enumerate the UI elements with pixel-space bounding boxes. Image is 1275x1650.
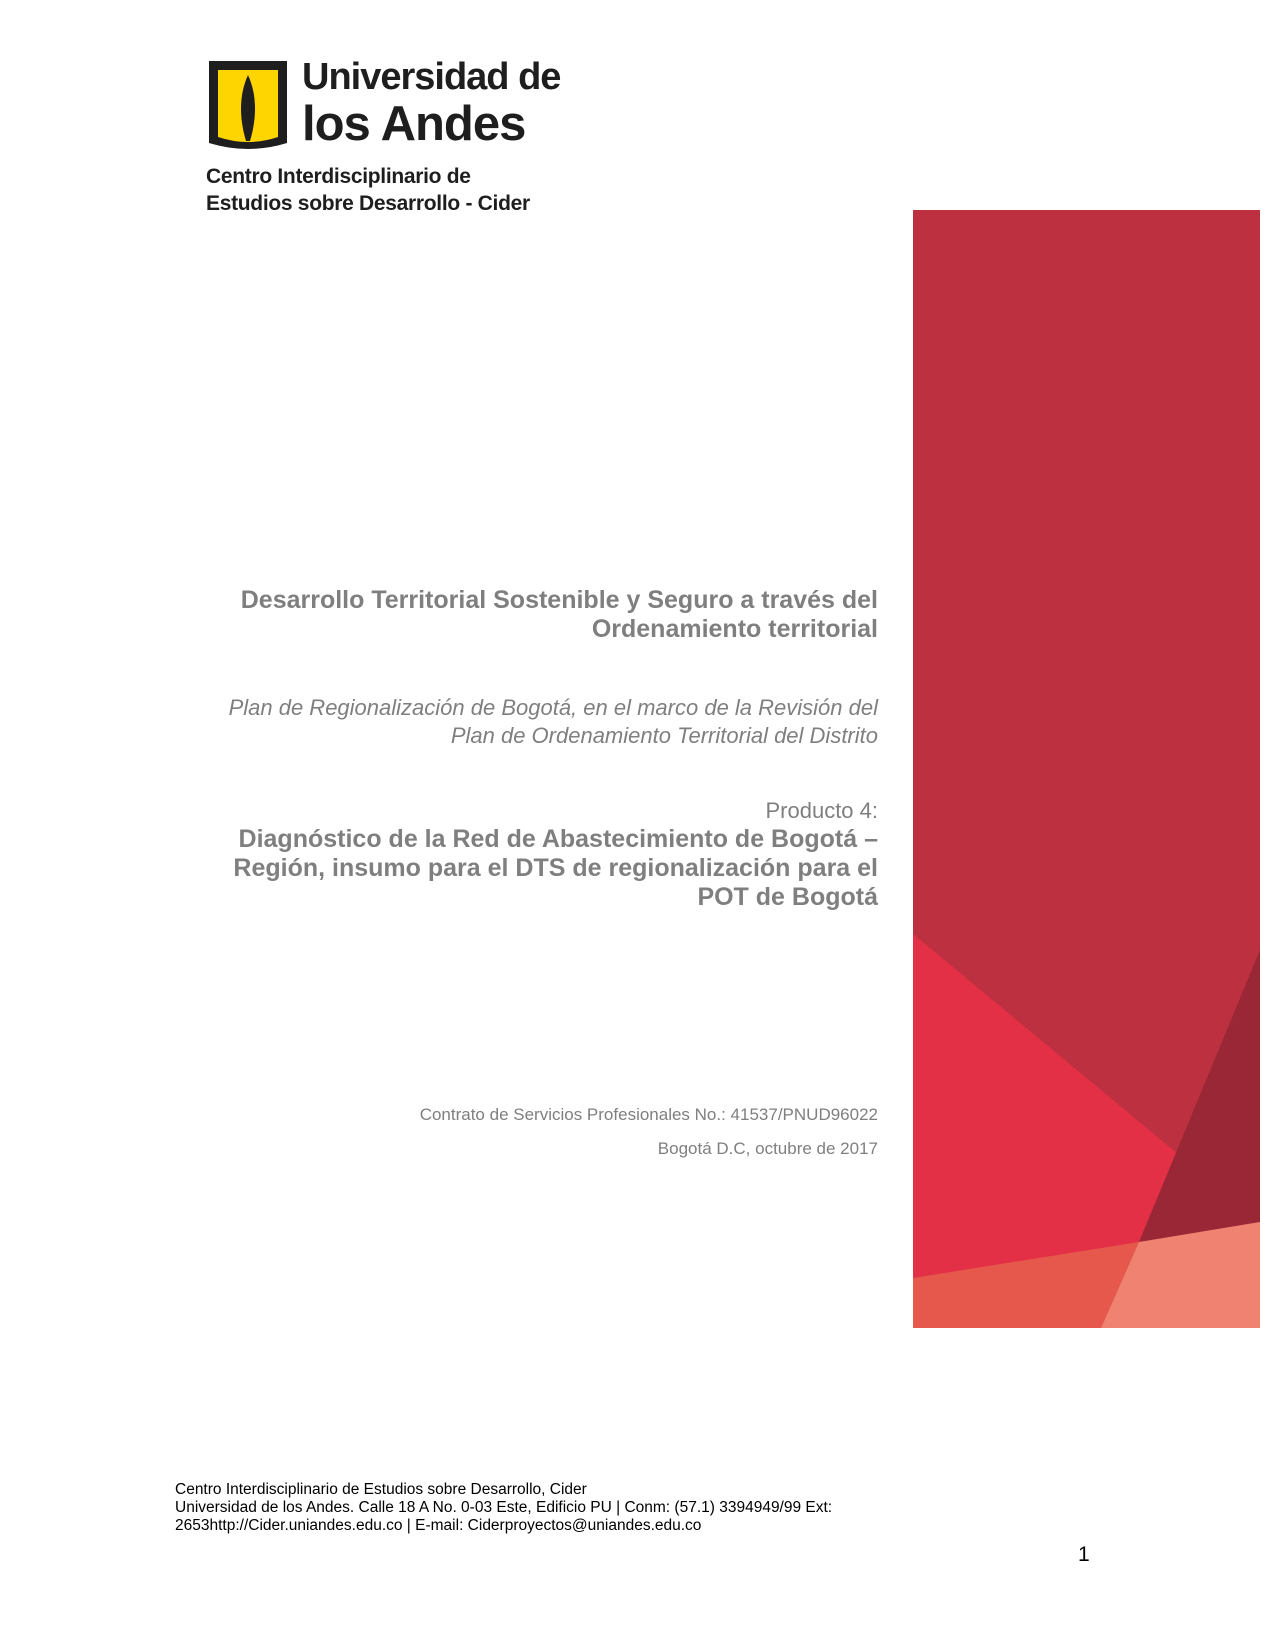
page-number: 1 [1078,1543,1090,1566]
contract-number: Contrato de Servicios Profesionales No.: 41537/PNUD96022 [419,1105,878,1124]
product-title [150,825,878,912]
subtitle-line: Plan de Regionalización de Bogotá, en el marco de la Revisión del [228,695,878,720]
title-line: Ordenamiento territorial [591,615,878,643]
page-footer [175,1481,895,1535]
product-title-line: POT de Bogotá [697,883,878,911]
product-title-line: Región, insumo para el DTS de regionalización para el [233,854,878,882]
document-title [150,586,878,644]
document-subtitle [150,694,878,750]
document-date: Bogotá D.C, octubre de 2017 [657,1139,878,1158]
university-logo [206,52,561,222]
product-label: Producto 4: [765,798,878,823]
subtitle-line: Plan de Ordenamiento Territorial del Distrito [450,723,878,748]
logo-name-line-2: los Andes [302,97,526,151]
footer-line: 2653http://Cider.uniandes.edu.co | E-mail: Ciderproyectos@uniandes.edu.co [175,1517,702,1534]
logo-name-line-1: Universidad de [302,56,561,98]
footer-line: Centro Interdisciplinario de Estudios sobre Desarrollo, Cider [175,1481,587,1498]
product-title-line: Diagnóstico de la Red de Abastecimiento de Bogotá – [238,825,878,853]
andes-shield-icon [206,57,290,159]
title-line: Desarrollo Territorial Sostenible y Seguro a través del [240,586,878,614]
footer-line: Universidad de los Andes. Calle 18 A No. 0-03 Este, Edificio PU | Conm: (57.1) 3394949/99 Ext: [175,1499,833,1516]
decorative-red-panel [913,210,1260,1328]
logo-subtitle-line-1: Centro Interdisciplinario de [206,165,471,188]
logo-subtitle-line-2: Estudios sobre Desarrollo - Cider [206,192,530,215]
